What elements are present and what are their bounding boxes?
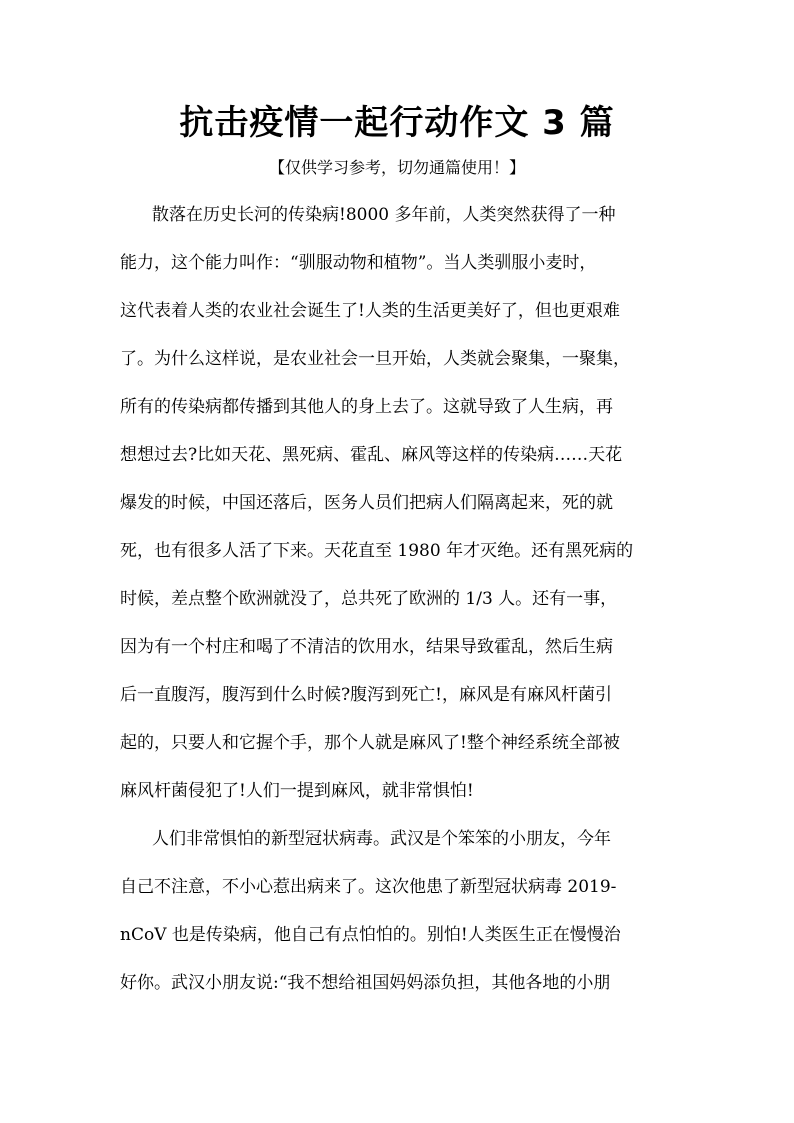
paragraph-line: 这代表着人类的农业社会诞生了!人类的生活更美好了，但也更艰难 [120, 301, 620, 321]
paragraph-line: nCoV 也是传染病，他自己有点怕怕的。别怕!人类医生正在慢慢治 [120, 925, 621, 945]
paragraph-line: 自己不注意，不小心惹出病来了。这次他患了新型冠状病毒 2019- [120, 877, 617, 897]
paragraph-line: 能力，这个能力叫作：“驯服动物和植物”。当人类驯服小麦时， [120, 253, 597, 273]
paragraph-line: 想想过去?比如天花、黑死病、霍乱、麻风等这样的传染病……天花 [120, 445, 623, 465]
paragraph-line: 因为有一个村庄和喝了不清洁的饮用水，结果导致霍乱，然后生病 [120, 637, 613, 657]
paragraph-line: 人们非常惧怕的新型冠状病毒。武汉是个笨笨的小朋友，今年 [152, 829, 611, 849]
paragraph-line: 好你。武汉小朋友说:“我不想给祖国妈妈添负担，其他各地的小朋 [120, 973, 611, 993]
paragraph-line: 后一直腹泻，腹泻到什么时候?腹泻到死亡!，麻风是有麻风杆菌引 [120, 685, 612, 705]
document-subtitle: 【仅供学习参考，切勿通篇使用！】 [268, 158, 525, 177]
paragraph-line: 死，也有很多人活了下来。天花直至 1980 年才灭绝。还有黑死病的 [120, 541, 634, 561]
paragraph-line: 麻风杆菌侵犯了!人们一提到麻风，就非常惧怕! [120, 781, 474, 801]
paragraph-line: 时候，差点整个欧洲就没了，总共死了欧洲的 1/3 人。还有一事， [120, 589, 618, 609]
paragraph-line: 所有的传染病都传播到其他人的身上去了。这就导致了人生病，再 [120, 397, 613, 417]
paragraph-line: 爆发的时候，中国还落后，医务人员们把病人们隔离起来，死的就 [120, 493, 613, 513]
document-title: 抗击疫情一起行动作文 3 篇 [179, 103, 615, 143]
paragraph-line: 散落在历史长河的传染病!8000 多年前，人类突然获得了一种 [152, 205, 616, 225]
paragraph-line: 了。为什么这样说，是农业社会一旦开始，人类就会聚集，一聚集， [120, 349, 630, 369]
paragraph-line: 起的，只要人和它握个手，那个人就是麻风了!整个神经系统全部被 [120, 733, 620, 753]
